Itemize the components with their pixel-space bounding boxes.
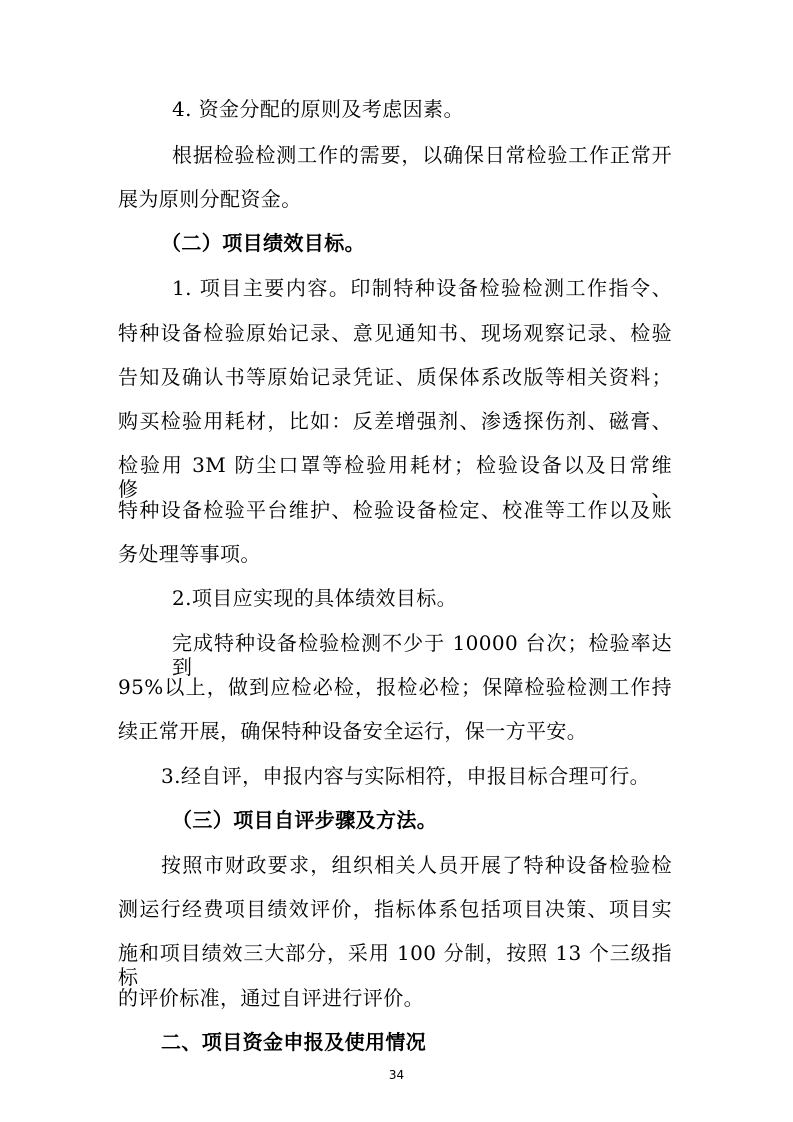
paragraph-self-evaluation: 3.经自评，申报内容与实际相符，申报目标合理可行。 xyxy=(161,764,651,788)
section-heading-performance-goals: （二）项目绩效目标。 xyxy=(161,231,365,255)
paragraph-main-content-line-2: 特种设备检验原始记录、意见通知书、现场观察记录、检验 xyxy=(118,321,672,345)
page-number: 34 xyxy=(388,1068,405,1082)
paragraph-fund-allocation-line-2: 展为原则分配资金。 xyxy=(118,187,302,211)
paragraph-evaluation-method-line-3: 施和项目绩效三大部分，采用 100 分制，按照 13 个三级指标 xyxy=(118,941,672,989)
paragraph-main-content-line-4: 购买检验用耗材，比如：反差增强剂、渗透探伤剂、磁膏、 xyxy=(118,409,672,433)
paragraph-main-content-line-3: 告知及确认书等原始记录凭证、质保体系改版等相关资料； xyxy=(118,365,672,389)
paragraph-specific-goals-line-3: 续正常开展，确保特种设备安全运行，保一方平安。 xyxy=(118,719,588,743)
paragraph-evaluation-method-line-2: 测运行经费项目绩效评价，指标体系包括项目决策、项目实 xyxy=(118,897,672,921)
paragraph-evaluation-method-line-1: 按照市财政要求，组织相关人员开展了特种设备检验检 xyxy=(161,853,672,877)
paragraph-specific-goals-line-2: 95%以上，做到应检必检，报检必检；保障检验检测工作持 xyxy=(118,675,672,699)
paragraph-specific-goals-line-1: 完成特种设备检验检测不少于 10000 台次；检验率达到 xyxy=(172,631,672,679)
paragraph-main-content-line-7: 务处理等事项。 xyxy=(118,542,261,566)
paragraph-main-content-line-1: 1. 项目主要内容。印制特种设备检验检测工作指令、 xyxy=(172,276,672,300)
paragraph-specific-goals-heading: 2.项目应实现的具体绩效目标。 xyxy=(172,586,458,610)
paragraph-evaluation-method-line-4: 的评价标准，通过自评进行评价。 xyxy=(118,986,424,1010)
paragraph-main-content-line-5: 检验用 3M 防尘口罩等检验用耗材；检验设备以及日常维修、 xyxy=(118,453,672,501)
paragraph-main-content-line-6: 特种设备检验平台维护、检验设备检定、校准等工作以及账 xyxy=(118,498,672,522)
section-heading-fund-usage: 二、项目资金申报及使用情况 xyxy=(161,1030,427,1054)
paragraph-fund-allocation-line-1: 根据检验检测工作的需要，以确保日常检验工作正常开 xyxy=(172,143,672,167)
paragraph-fund-allocation-heading: 4. 资金分配的原则及考虑因素。 xyxy=(172,97,464,121)
section-heading-self-evaluation-method: （三）项目自评步骤及方法。 xyxy=(172,808,438,832)
